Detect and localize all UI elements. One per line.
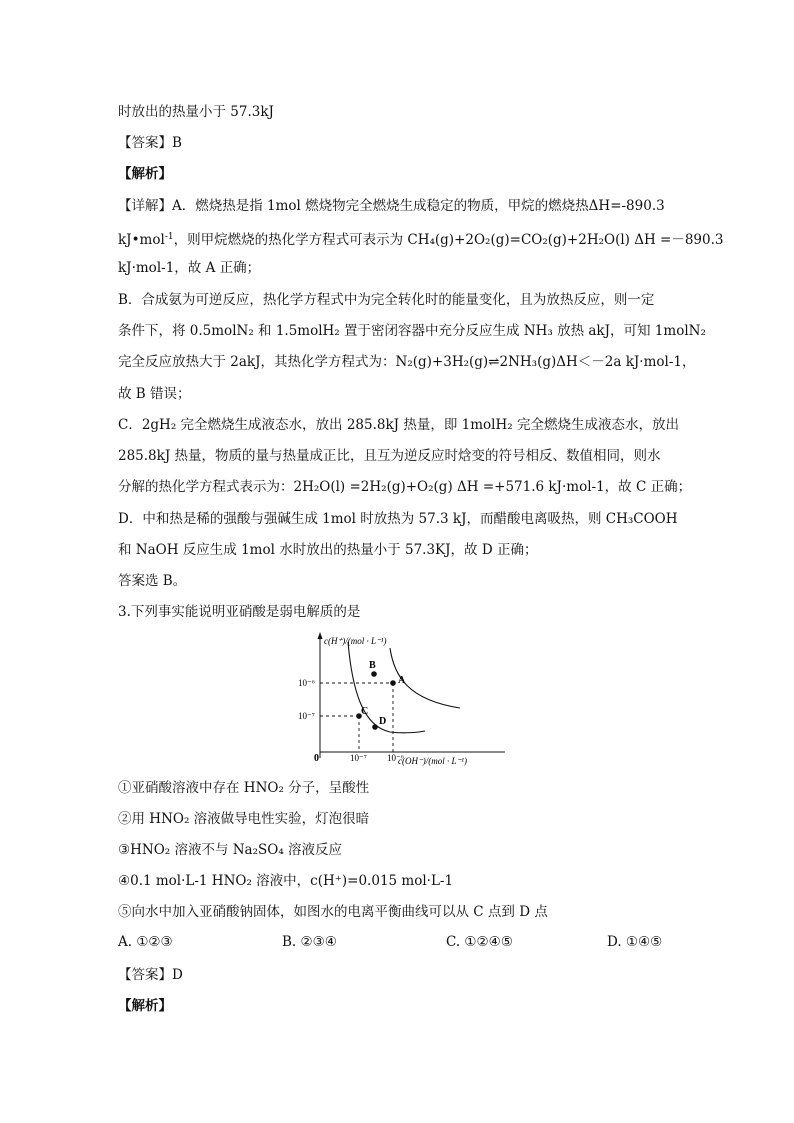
point-b	[371, 671, 377, 677]
q3-item-3: ③HNO₂ 溶液不与 Na₂SO₄ 溶液反应	[118, 842, 343, 858]
x-tick-2: 10⁻⁶	[387, 753, 404, 763]
q2-final: 答案选 B。	[118, 573, 187, 589]
q2-detail-a-line3: kJ·mol-1，故 A 正确；	[118, 260, 261, 276]
q2-detail-c-line1: C．2gH₂ 完全燃烧生成液态水，放出 285.8kJ 热量，即 1molH₂ 完全燃烧生成液态水，放出	[118, 417, 679, 433]
q3-option-a: A. ①②③	[118, 934, 173, 950]
q3-option-d: D. ①④⑤	[607, 934, 663, 950]
q2-detail-b-line3: 完全反应放热大于 2akJ，其热化学方程式为：N₂(g)+3H₂(g)⇌2NH₃(g)ΔH＜－2a kJ·mol-1，	[118, 354, 696, 370]
q2-analysis-label: 【解析】	[118, 166, 172, 182]
q2-detail-b-line2: 条件下，将 0.5molN₂ 和 1.5molH₂ 置于密闭容器中充分反应生成 NH₃ 放热 akJ，可知 1molN₂	[118, 323, 706, 339]
prev-answer-tail: 时放出的热量小于 57.3kJ	[118, 104, 274, 120]
q2-detail-c-line2: 285.8kJ 热量，物质的量与热量成正比，且互为逆反应时焓变的符号相反、数值相同，则水	[118, 448, 661, 464]
x-axis-label: c(OH⁻)/(mol · L⁻¹)	[398, 756, 467, 766]
q3-stem: 3.下列事实能说明亚硝酸是弱电解质的是	[118, 604, 361, 620]
q3-item-1: ①亚硝酸溶液中存在 HNO₂ 分子，呈酸性	[118, 780, 370, 796]
q3-option-c: C. ①②④⑤	[446, 934, 513, 950]
q3-answer: 【答案】D	[118, 967, 183, 983]
q2-detail-c-line3: 分解的热化学方程式表示为：2H₂O(l) =2H₂(g)+O₂(g) ΔH =+571.6 kJ·mol-1，故 C 正确；	[118, 479, 692, 495]
q2-detail-d-line1: D．中和热是稀的强酸与强碱生成 1mol 时放热为 57.3 kJ，而醋酸电离吸热，则 CH₃COOH	[118, 511, 678, 527]
origin-label: 0	[314, 753, 319, 764]
y-tick-1: 10⁻⁶	[298, 678, 315, 688]
point-b-label: B	[369, 660, 376, 671]
point-c-label: C	[361, 706, 369, 717]
q3-item-4: ④0.1 mol·L-1 HNO₂ 溶液中，c(H⁺)=0.015 mol·L-1	[118, 873, 454, 889]
point-d	[372, 724, 378, 730]
q2-detail-a-line2	[118, 228, 724, 249]
q2-detail-b-line4: 故 B 错误；	[118, 386, 191, 402]
q2-a2-pre: kJ•mol	[118, 232, 165, 248]
curve-lower	[348, 642, 425, 733]
q3-option-b: B. ②③④	[282, 934, 337, 950]
point-a	[390, 680, 396, 686]
y-axis-arrow	[318, 632, 323, 639]
q2-a2-post: ，则甲烷燃烧的热化学方程式可表示为 CH₄(g)+2O₂(g)=CO₂(g)+2H₂O(l) ΔH =－890.3	[173, 232, 724, 248]
q3-item-5: ⑤向水中加入亚硝酸钠固体，如图水的电离平衡曲线可以从 C 点到 D 点	[118, 904, 548, 920]
q2-a2-sup: -1	[164, 232, 174, 242]
q3-analysis-label: 【解析】	[118, 998, 172, 1014]
q2-detail-d-line2: 和 NaOH 反应生成 1mol 水时放出的热量小于 57.3KJ，故 D 正确；	[118, 542, 538, 558]
q3-item-2: ②用 HNO₂ 溶液做导电性实验，灯泡很暗	[118, 811, 370, 827]
point-a-label: A	[398, 675, 406, 686]
q2-answer: 【答案】B	[118, 135, 182, 151]
y-tick-2: 10⁻⁷	[298, 711, 315, 721]
q2-detail-b-line1: B．合成氨为可逆反应，热化学方程式中为完全转化时的能量变化，且为放热反应，则一定	[118, 292, 655, 308]
water-ionization-chart	[290, 628, 510, 768]
x-tick-1: 10⁻⁷	[350, 753, 367, 763]
q2-detail-a-line1: 【详解】A．燃烧热是指 1mol 燃烧物完全燃烧生成稳定的物质，甲烷的燃烧热ΔH=-890.3	[118, 198, 665, 214]
point-d-label: D	[379, 716, 387, 727]
y-axis-label: c(H⁺)/(mol · L⁻¹)	[324, 636, 387, 646]
